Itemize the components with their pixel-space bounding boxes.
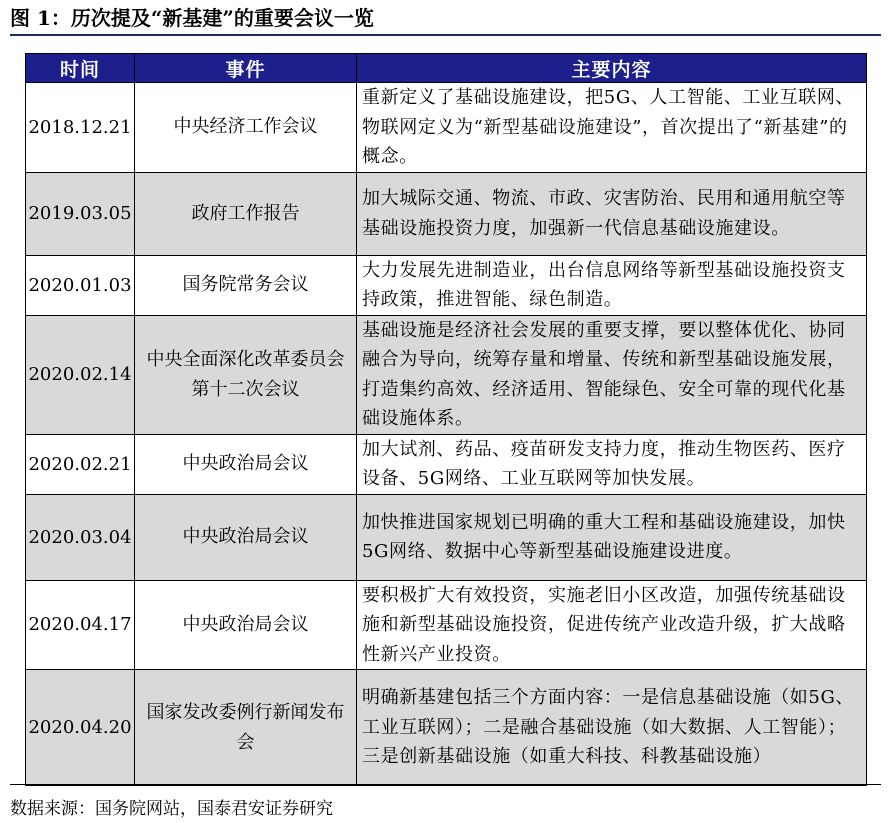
table-row (26, 172, 867, 255)
date-cell: 2020.01.03 (26, 255, 135, 315)
figure-title: 图 1：历次提及“新基建”的重要会议一览 (10, 6, 374, 30)
event-cell: 中央全面深化改革委员会第十二次会议 (135, 315, 357, 434)
table-row (26, 315, 867, 434)
table-row (26, 670, 867, 786)
event-cell: 中央经济工作会议 (135, 83, 357, 173)
content-cell: 加快推进国家规划已明确的重大工程和基础设施建设，加快5G网络、数据中心等新型基础设施建设进度。 (357, 494, 867, 580)
content-cell: 基础设施是经济社会发展的重要支撑，要以整体优化、协同融合为导向，统筹存量和增量、传统和新型基础设施发展，打造集约高效、经济适用、智能绿色、安全可靠的现代化基础设施体系。 (357, 315, 867, 434)
date-cell: 2018.12.21 (26, 83, 135, 173)
table-row (26, 434, 867, 494)
content-cell: 加大城际交通、物流、市政、灾害防治、民用和通用航空等基础设施投资力度，加强新一代信息基础设施建设。 (357, 172, 867, 255)
title-rule (10, 34, 881, 36)
event-cell: 政府工作报告 (135, 172, 357, 255)
event-cell: 中央政治局会议 (135, 434, 357, 494)
table-row (26, 83, 867, 173)
table-row (26, 580, 867, 670)
table-row (26, 255, 867, 315)
content-cell: 明确新基建包括三个方面内容：一是信息基础设施（如5G、工业互联网）；二是融合基础设施（如大数据、人工智能）；三是创新基础设施（如重大科技、科教基础设施） (357, 670, 867, 786)
event-cell: 中央政治局会议 (135, 580, 357, 670)
date-cell: 2020.04.17 (26, 580, 135, 670)
events-table (25, 53, 867, 786)
table-header-row (26, 54, 867, 83)
event-cell: 国家发改委例行新闻发布会 (135, 670, 357, 786)
footer-rule (10, 784, 881, 785)
date-cell: 2020.03.04 (26, 494, 135, 580)
table-row (26, 494, 867, 580)
date-cell: 2020.02.14 (26, 315, 135, 434)
event-cell: 国务院常务会议 (135, 255, 357, 315)
date-cell: 2020.02.21 (26, 434, 135, 494)
date-cell: 2019.03.05 (26, 172, 135, 255)
content-cell: 重新定义了基础设施建设，把5G、人工智能、工业互联网、物联网定义为“新型基础设施建设”，首次提出了“新基建”的概念。 (357, 83, 867, 173)
date-cell: 2020.04.20 (26, 670, 135, 786)
event-cell: 中央政治局会议 (135, 494, 357, 580)
content-cell: 加大试剂、药品、疫苗研发支持力度，推动生物医药、医疗设备、5G网络、工业互联网等加快发展。 (357, 434, 867, 494)
column-header-date: 时间 (26, 54, 135, 83)
content-cell: 要积极扩大有效投资，实施老旧小区改造，加强传统基础设施和新型基础设施投资，促进传统产业改造升级，扩大战略性新兴产业投资。 (357, 580, 867, 670)
source-note: 数据来源：国务院网站，国泰君安证券研究 (10, 799, 333, 819)
column-header-content: 主要内容 (357, 54, 867, 83)
content-cell: 大力发展先进制造业，出台信息网络等新型基础设施投资支持政策，推进智能、绿色制造。 (357, 255, 867, 315)
column-header-event: 事件 (135, 54, 357, 83)
